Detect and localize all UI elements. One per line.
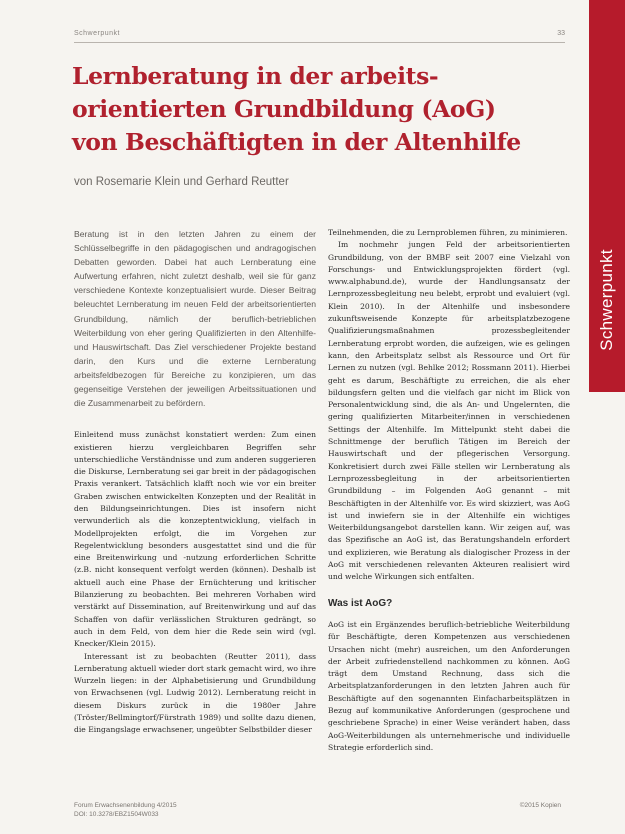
page-number: 33 xyxy=(557,30,565,37)
section-side-tab xyxy=(589,0,625,392)
body-paragraph: Im nochmehr jungen Feld der arbeitsorientierten Grundbildung, von der BMBF seit 2007 eine Vielzahl von Forschungs- und Entwicklungsprojekten fördert (vgl. www.alphabund.de), wurde der Handlungsansatz der Lernprozessbegleitung neu belebt, erprobt und evaluiert (vgl. Klein 2010). In der Altenhilfe und insbesondere zukunftsweisende Konzepte für arbeitsplatzbezogene Qualifizierungsmaßnahmen prozessbegleitender Lernberatung erprobt worden, die aufzeigen, wie es gelingen kann, den Arbeitsplatz selbst als Ressource und Ort für Lernen zu nutzen (vgl. Behlke 2012; Rossmann 2011). Hierbei geht es darum, Beschäftigte zu erreichen, die als eher bildungsfern gelten und die vielfach gar nicht im Blick von Personalentwicklung sind, die als An- und Ungelernten, die gering qualifizierten Mitarbeiter/innen in verschiedenen Settings der Altenhilfe. Im Mittelpunkt steht dabei die Schnittmenge der beruflich Tätigen im Bereich der Hauswirtschaft und der pflegerischen Versorgung. Konkretisiert durch zwei Fälle stellen wir Lernberatung als Lernprozessbegleitung in der arbeitsorientierten Grundbildung – im Folgenden AoG genannt – mit Beschäftigten in der Altenhilfe vor. Es wird skizziert, was AoG ist und inwiefern sie in der Altenhilfe ein wichtiges Weiterbildungsangebot darstellen kann. Wir zeigen auf, was das Spezifische an AoG ist, das Beratungshandeln erfordert und explizieren, wie Beratung als dialogischer Prozess in der AoG mit verschiedenen relevanten Akteuren realisiert wird und welche Wirkungen sich entfalten. xyxy=(328,240,570,582)
body-paragraph: Interessant ist zu beobachten (Reutter 2011), dass Lernberatung aktuell wieder dort stark gemacht wird, wo ihre Wurzeln liegen: in der Alphabetisierung und Grundbildung von Erwachsenen (vgl. Ludwig 2012). Lernberatung reicht in diesem Diskurs zurück in die 1980er Jahre (Tröster/Bellmingtorf/Fürstrath 1989) und sollte dazu dienen, die Eingangslage erwachsener, ungeübter Selbstbilder dieser xyxy=(74,651,316,735)
footer-doi: DOI: 10.3278/EBZ1504W033 xyxy=(74,810,159,818)
body-paragraph: Einleitend muss zunächst konstatiert werden: Zum einen existieren hierzu vergleichbaren Begriffen sehr unterschiedliche Verständnisse und zum anderen suggerieren die Diskurse, Lernberatung sei gar breit in der pädagogischen Praxis verankert. Tatsächlich klafft noch wie vor ein breiter Graben zwischen entwickelten Konzepten und der Realität in den Bildungseinrichtungen. Dies ist insofern nicht verwunderlich als die konzeptentwicklung, vielfach in Modellprojekten erfolgt, die im Vorgehen zur Regelentwicklung besonders ausgestattet sind und die für eine Breitenwirkung und -nutzung erforderlichen Schritte (z.B. nicht konsequent verfolgt werden (können). Deshalb ist aktuell auch eine Phase der Ernüchterung und kritischer Bilanzierung zu beobachten. Bei mehreren Vorhaben wird verstärkt auf Dissemination, auf Breitenwirkung und auf das Schaffen von dafür verlässlichen Strukturen gedrängt, so auch in dem Feld, von dem hier die Rede sein wird (vgl. Knecker/Klein 2015). xyxy=(74,430,316,649)
article-title: Lernberatung in der arbeits-orientierten Grundbildung (AoG) von Beschäftigten in der Altenhilfe xyxy=(72,62,521,156)
left-column xyxy=(74,227,316,737)
footer-journal: Forum Erwachsenenbildung 4/2015 xyxy=(74,802,177,809)
article-authors: von Rosemarie Klein und Gerhard Reutter xyxy=(74,176,289,188)
body-paragraph: Teilnehmenden, die zu Lernproblemen führen, zu minimieren. xyxy=(328,228,568,237)
side-tab-label: Schwerpunkt xyxy=(597,249,616,351)
header-section-label: Schwerpunkt xyxy=(74,30,120,37)
lead-paragraph: Beratung ist in den letzten Jahren zu einem der Schlüsselbegriffe in den pädagogischen und andragogischen Debatten geworden. Dabei hat auch Lernberatung eine Aufwertung erfahren, nicht zuletzt deshalb, weil sie für ganz verschiedene Kontexte konzeptualisiert wurde. Dieser Beitrag beleuchtet Lernberatung im neuen Feld der arbeitsorientierten Grundbildung, nämlich der beruflich-betrieblichen Weiterbildung von eher gering Qualifizierten in den Altenhilfe- und Hauswirtschaft. Das Ziel verschiedener Projekte bestand darin, den Kurs und die externe Lernberatung arbeitsfeldbezogen für Bereiche zu konzipieren, um das gegenseitige Verstehen der jeweiligen Arbeitssituationen und die Zusammenarbeit zu befördern. xyxy=(74,229,316,409)
footer-copyright: ©2015 Kopien xyxy=(519,802,561,809)
body-paragraph: AoG ist ein Ergänzendes beruflich-betriebliche Weiterbildung für Beschäftigte, deren Kompetenzen aus verschiedenen Ursachen nicht (mehr) ausreichen, um den Anforderungen der Arbeit zufriedenstellend nachkommen zu können. AoG trägt dem Umstand Rechnung, dass sich die Arbeitsplatzanforderungen in den letzten Jahren auch für Beschäftigte auf den sogenannten Einfacharbeitsplätzen in Bezug auf kommunikative Anforderungen (gesprochene und geschriebene Sprache) in einer Weise verändert haben, dass AoG-Weiterbildungen als unternehmerische und individuelle Strategie erforderlich sind. xyxy=(328,619,570,752)
section-heading: Was ist AoG? xyxy=(328,597,393,609)
footer-citation xyxy=(74,802,177,819)
right-column xyxy=(328,227,570,754)
running-header xyxy=(74,28,565,43)
